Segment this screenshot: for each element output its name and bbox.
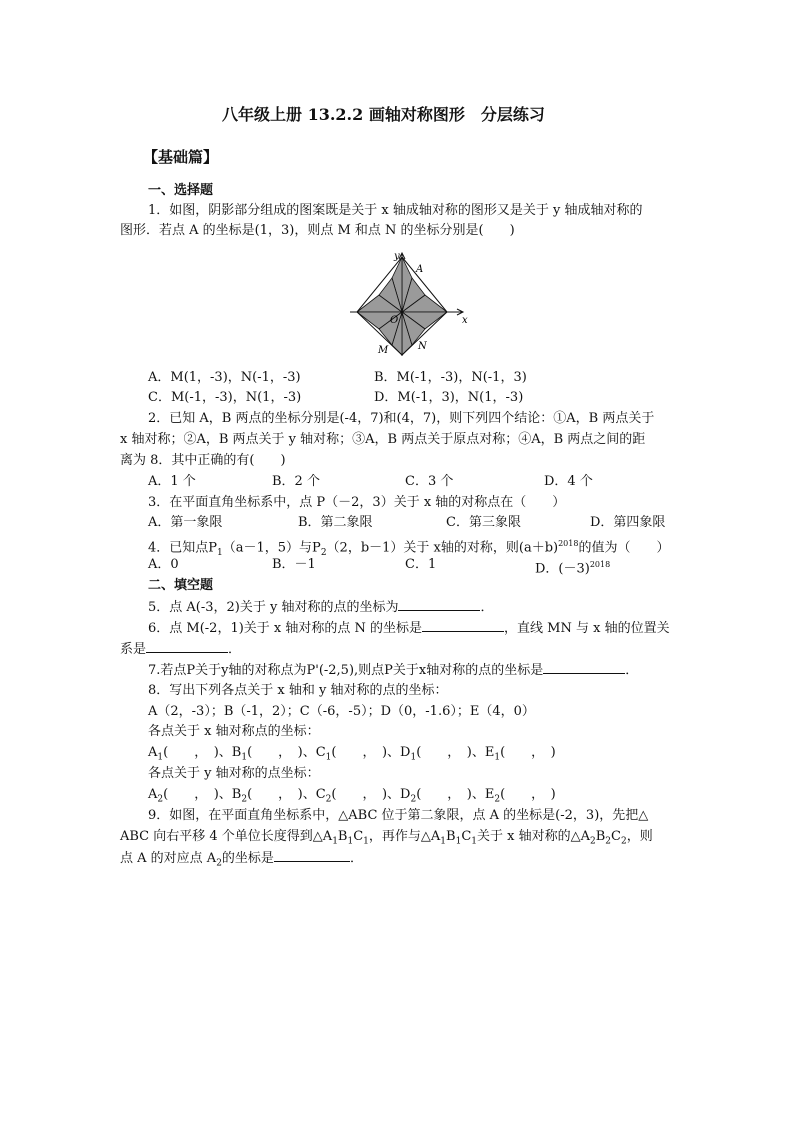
q2-option-d: D．4 个 <box>544 474 593 489</box>
section-heading: 【基础篇】 <box>143 148 219 166</box>
q9-sub-a1b: 1 <box>440 836 447 847</box>
q8-y-answers <box>148 786 556 809</box>
q9-line2 <box>120 828 653 851</box>
q2-option-c: C．3 个 <box>405 474 454 489</box>
q2-line2: x 轴对称；②A，B 两点关于 y 轴对称；③A，B 两点关于原点对称；④A，B 两点之间的距 <box>120 432 646 447</box>
origin-label: O <box>390 315 399 326</box>
q9-sub-a2: 2 <box>590 836 596 847</box>
part1-heading: 一、选择题 <box>148 183 214 198</box>
q8-y-a: A <box>148 787 158 802</box>
q2-option-b: B．2 个 <box>272 474 320 489</box>
q9-text-h: B <box>595 829 606 844</box>
q1-line1: 1．如图，阴影部分组成的图案既是关于 x 轴成轴对称的图形又是关于 y 轴成轴对称的 <box>148 203 643 218</box>
q8-y-a-sub: 2 <box>157 794 164 805</box>
q9-text-a: ABC 向右平移 4 个单位长度得到△A <box>120 829 333 844</box>
q6-line1 <box>148 619 670 638</box>
q9-sub-c1b: 1 <box>471 836 478 847</box>
q8-y-b-sub: 2 <box>241 794 248 805</box>
q9-sub-b1: 1 <box>347 836 354 847</box>
q3-line1: 3．在平面直角坐标系中，点 P（－2，3）关于 x 轴的对称点在（ ） <box>148 495 566 510</box>
q7-text: 7.若点P关于y轴的对称点为P'(-2,5),则点P关于x轴对称的点的坐标是 <box>148 663 544 678</box>
q8-x-c: ( ， )、C <box>247 745 326 760</box>
q4-option-c: C．1 <box>405 557 437 572</box>
q3-option-b: B．第二象限 <box>298 515 373 530</box>
x-label: x <box>462 315 468 326</box>
q1-option-d: D．M(-1，3)，N(1，-3) <box>374 390 524 405</box>
q9-text-l: 的坐标是 <box>221 851 274 866</box>
q8-x-e-sub: 1 <box>494 752 501 763</box>
q9-sub-c2: 2 <box>620 836 627 847</box>
q4-text-1: 4．已知点P <box>148 540 218 556</box>
q9-text-g: 关于 x 轴对称的△A <box>477 829 590 844</box>
q8-y-d-sub: 2 <box>410 794 417 805</box>
q9-text-k: 点 A 的对应点 A <box>120 851 217 866</box>
q7-answer-blank[interactable] <box>543 661 625 674</box>
q9-text-b: B <box>337 829 348 844</box>
q2-line3: 离为 8．其中正确的有( ) <box>120 453 286 468</box>
q8-y-c: ( ， )、C <box>247 787 326 802</box>
q9-text-i: C <box>611 829 621 844</box>
q8-points: A（2，-3）；B（-1，2）；C（-6，-5）；D（0，-1.6）；E（4，0） <box>148 704 535 719</box>
q1-option-c: C．M(-1，-3)，N(1，-3) <box>148 390 302 405</box>
y-label: y <box>394 251 400 262</box>
q1-option-a: A．M(1，-3)，N(-1，-3) <box>148 370 301 385</box>
q4-sub-2: 2 <box>320 547 327 558</box>
q4-sub-1: 1 <box>217 547 223 558</box>
q8-x-b: ( ， )、B <box>163 745 242 760</box>
q8-x-heading: 各点关于 x 轴对称点的坐标： <box>148 724 320 739</box>
q8-x-c-sub: 1 <box>325 752 332 763</box>
q4-text-2: （a－1，5）与P <box>222 540 321 556</box>
shaded-triangles <box>357 257 447 355</box>
q4-option-d-text: D．(－3) <box>535 561 590 577</box>
q4-option-d-exponent: 2018 <box>589 560 611 569</box>
q6-text-2: 系是 <box>120 642 147 657</box>
q4-option-b: B．－1 <box>272 557 316 572</box>
q9-sub-c1: 1 <box>363 836 369 847</box>
q5-period: ． <box>480 600 494 615</box>
q5-text: 5．点 A(-3，2)关于 y 轴对称的点的坐标为 <box>148 600 399 615</box>
q9-text-j: ，则 <box>626 829 653 844</box>
q8-y-b: ( ， )、B <box>163 787 242 802</box>
q8-x-a: A <box>148 745 158 760</box>
q8-x-d-sub: 1 <box>410 752 417 763</box>
q8-y-end: ( ， ) <box>500 787 556 802</box>
q6-answer-blank-1[interactable] <box>422 619 504 632</box>
q9-line1: 9．如图，在平面直角坐标系中，△ABC 位于第二象限，点 A 的坐标是(-2，3)，先把△ <box>148 808 649 823</box>
q5-answer-blank[interactable] <box>398 598 480 611</box>
point-m-label: M <box>378 345 389 356</box>
q8-x-answers <box>148 744 556 767</box>
q6-text: 6．点 M(-2，1)关于 x 轴对称的点 N 的坐标是 <box>148 621 423 636</box>
point-n-label: N <box>418 341 427 352</box>
q7-period: ． <box>625 663 639 678</box>
q8-x-d: ( ， )、D <box>331 745 411 760</box>
q9-period: ． <box>349 851 363 866</box>
q4-exponent: 2018 <box>558 539 579 548</box>
q3-option-a: A．第一象限 <box>148 515 223 530</box>
q9-sub-b2: 2 <box>605 836 612 847</box>
q1-line2: 图形．若点 A 的坐标是(1，3)，则点 M 和点 N 的坐标分别是( ) <box>120 223 515 238</box>
q8-y-c-sub: 2 <box>325 794 332 805</box>
q8-y-heading: 各点关于 y 轴对称的点坐标： <box>148 766 320 781</box>
q9-answer-blank[interactable] <box>274 849 350 862</box>
q4-text-3: （2，b－1）关于 x轴的对称，则(a＋b) <box>326 540 559 556</box>
q4-option-a: A．0 <box>148 557 179 572</box>
q1-figure <box>345 245 475 357</box>
q3-option-d: D．第四象限 <box>590 515 666 530</box>
q8-x-end: ( ， ) <box>500 745 556 760</box>
q2-line1: 2．已知 A，B 两点的坐标分别是(-4，7)和(4，7)，则下列四个结论：①A，B 两点关于 <box>148 411 655 426</box>
q9-text-e: B <box>446 829 456 844</box>
point-a-label: A <box>416 264 424 275</box>
q8-y-e: ( ， )、E <box>416 787 495 802</box>
q4-option-d <box>535 556 610 578</box>
q8-x-e: ( ， )、E <box>416 745 495 760</box>
page-title: 八年级上册 13.2.2 画轴对称图形 分层练习 <box>222 105 545 124</box>
q9-line3 <box>120 849 363 873</box>
q9-text-d: ，再作与△A <box>368 829 441 844</box>
q9-text-f: C <box>461 829 472 844</box>
q8-x-b-sub: 1 <box>241 752 248 763</box>
q6-period: ． <box>228 642 242 657</box>
q2-option-a: A．1 个 <box>148 474 196 489</box>
q6-line2 <box>120 640 241 659</box>
q7-line <box>148 661 638 680</box>
q8-line1: 8．写出下列各点关于 x 轴和 y 轴对称的点的坐标： <box>148 683 448 698</box>
q5-line <box>148 598 494 617</box>
q1-option-b: B．M(-1，-3)，N(-1，3) <box>374 370 527 385</box>
q6-text-mid: ，直线 MN 与 x 轴的位置关 <box>504 621 670 636</box>
q8-y-e-sub: 2 <box>494 794 501 805</box>
q3-option-c: C．第三象限 <box>446 515 521 530</box>
q8-x-a-sub: 1 <box>157 752 164 763</box>
q9-text-c: C <box>353 829 364 844</box>
q8-y-d: ( ， )、D <box>331 787 411 802</box>
q6-answer-blank-2[interactable] <box>146 640 228 653</box>
q4-text-4: 的值为（ ） <box>578 540 670 556</box>
q9-sub-b1b: 1 <box>455 836 462 847</box>
q9-sub-a2b: 2 <box>216 858 222 869</box>
q9-sub-a1: 1 <box>332 836 338 847</box>
part2-heading: 二、填空题 <box>148 578 214 593</box>
